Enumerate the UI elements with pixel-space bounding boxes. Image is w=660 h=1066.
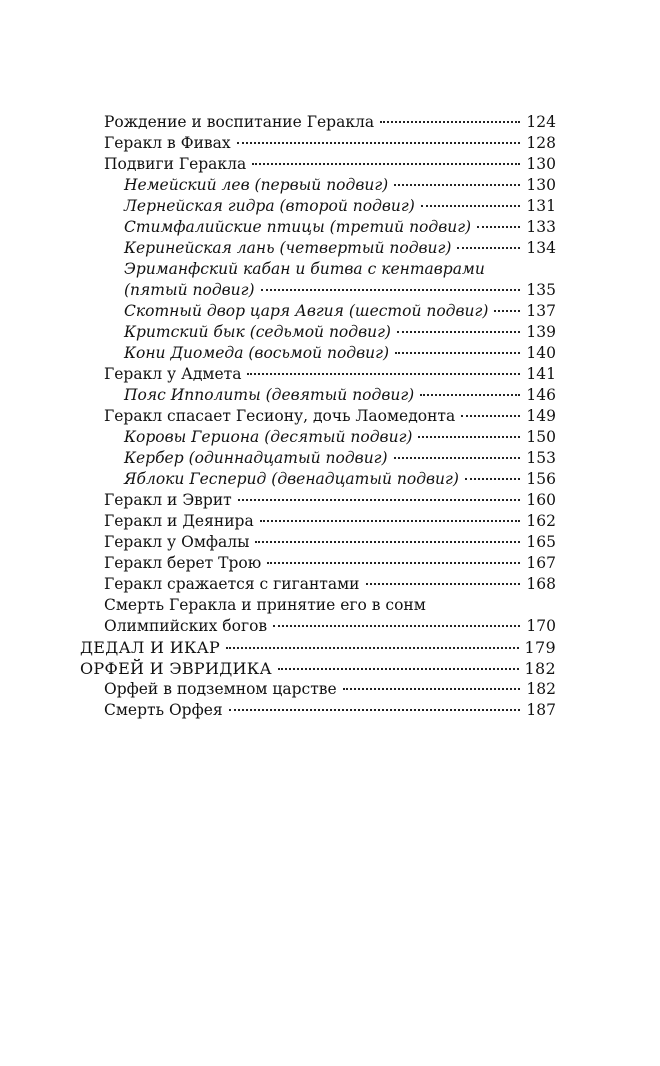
dot-leader: [261, 285, 521, 291]
toc-entry-title: Стимфалийские птицы (третий подвиг): [124, 218, 472, 236]
dot-leader: [395, 348, 520, 354]
toc-entry-title: Скотный двор царя Авгия (шестой подвиг): [124, 302, 489, 320]
toc-entry-page-number: 179: [524, 638, 556, 657]
dot-leader: [457, 243, 520, 249]
toc-entry-page-number: 182: [524, 659, 556, 678]
toc-entry: [80, 364, 556, 385]
dot-leader: [418, 432, 520, 438]
dot-leader: [494, 306, 520, 312]
dot-leader: [421, 201, 521, 207]
toc-entry: [80, 679, 556, 700]
dot-leader: [255, 537, 520, 543]
toc-entry-page-number: 141: [526, 365, 556, 383]
dot-leader: [252, 159, 520, 165]
toc-entry: [80, 154, 556, 175]
toc-entry: [80, 490, 556, 511]
toc-entry: [80, 133, 556, 154]
toc-entry-page-number: 167: [526, 554, 556, 572]
toc-entry: [80, 175, 556, 196]
toc-entry-title: Геракл у Омфалы: [104, 533, 250, 551]
toc-entry-page-number: 131: [526, 197, 556, 215]
toc-entry-page-number: 150: [526, 428, 556, 446]
dot-leader: [260, 516, 521, 522]
toc-entry: [80, 196, 556, 217]
toc-entry: [80, 616, 556, 637]
toc-entry-page-number: 153: [526, 449, 556, 467]
toc-entry-page-number: 124: [526, 113, 556, 131]
toc-entry-title: ДЕДАЛ И ИКАР: [80, 638, 221, 657]
toc-entry: [80, 574, 556, 595]
toc-entry: [80, 259, 556, 280]
toc-entry: [80, 343, 556, 364]
toc-entry: [80, 406, 556, 427]
toc-entry-title: Яблоки Гесперид (двенадцатый подвиг): [124, 470, 459, 488]
toc-entry-title: Лернейская гидра (второй подвиг): [124, 197, 415, 215]
toc-entry-page-number: 139: [526, 323, 556, 341]
toc-entry-title: Кони Диомеда (восьмой подвиг): [124, 344, 390, 362]
toc-entry: [80, 448, 556, 469]
toc-entry-title: Геракл сражается с гигантами: [104, 575, 360, 593]
dot-leader: [394, 180, 520, 186]
toc-entry: [80, 427, 556, 448]
dot-leader: [461, 411, 520, 417]
toc-entry-page-number: 135: [526, 281, 556, 299]
toc-entry-page-number: 133: [526, 218, 556, 236]
dot-leader: [278, 664, 519, 670]
toc-entry-title: Критский бык (седьмой подвиг): [124, 323, 391, 341]
toc-entry-page-number: 146: [526, 386, 556, 404]
toc-entry: [80, 385, 556, 406]
dot-leader: [226, 643, 518, 649]
toc-entry-page-number: 168: [526, 575, 556, 593]
dot-leader: [237, 138, 521, 144]
dot-leader: [465, 474, 520, 480]
dot-leader: [247, 369, 520, 375]
toc-entry-page-number: 162: [526, 512, 556, 530]
toc-entry-title: Рождение и воспитание Геракла: [104, 113, 375, 131]
dot-leader: [420, 390, 520, 396]
toc-entry-title: Геракл и Деянира: [104, 512, 254, 530]
toc-entry: [80, 595, 556, 616]
toc-entry: [80, 637, 556, 658]
toc-entry-page-number: 130: [526, 176, 556, 194]
dot-leader: [343, 684, 521, 690]
dot-leader: [397, 327, 520, 333]
toc-entry-title: (пятый подвиг): [124, 281, 255, 299]
toc-entry-page-number: 149: [526, 407, 556, 425]
toc-entry-title: Керинейская лань (четвертый подвиг): [124, 239, 452, 257]
toc-entry: [80, 469, 556, 490]
toc-entry-page-number: 160: [526, 491, 556, 509]
toc-entry-title: Геракл спасает Гесиону, дочь Лаомедонта: [104, 407, 456, 425]
dot-leader: [238, 495, 521, 501]
dot-leader: [366, 579, 521, 585]
dot-leader: [394, 453, 521, 459]
toc-entry-title: ОРФЕЙ И ЭВРИДИКА: [80, 659, 272, 678]
toc-entry-page-number: 134: [526, 239, 556, 257]
toc-entry: [80, 112, 556, 133]
toc-entry-title: Геракл у Адмета: [104, 365, 242, 383]
toc-entry-page-number: 165: [526, 533, 556, 551]
toc-entry-title: Кербер (одиннадцатый подвиг): [124, 449, 388, 467]
dot-leader: [267, 558, 520, 564]
toc-entry: [80, 532, 556, 553]
toc-entry-page-number: 140: [526, 344, 556, 362]
toc-entry: [80, 238, 556, 259]
dot-leader: [229, 705, 521, 711]
toc-entry-title: Смерть Орфея: [104, 701, 223, 719]
dot-leader: [477, 222, 520, 228]
toc-entry-page-number: 130: [526, 155, 556, 173]
toc-entry-title: Геракл берет Трою: [104, 554, 262, 572]
toc-entry: [80, 280, 556, 301]
dot-leader: [380, 117, 520, 123]
toc-entry-title: Подвиги Геракла: [104, 155, 247, 173]
toc-entry-title: Геракл в Фивах: [104, 134, 231, 152]
toc-entry-title: Смерть Геракла и принятие его в сонм: [104, 596, 426, 614]
toc-entry-title: Эриманфский кабан и битва с кентаврами: [124, 260, 485, 278]
toc-entry-page-number: 156: [526, 470, 556, 488]
toc-entry: [80, 217, 556, 238]
toc-entry-title: Олимпийских богов: [104, 617, 268, 635]
toc-entry-title: Пояс Ипполиты (девятый подвиг): [124, 386, 415, 404]
toc-entry: [80, 511, 556, 532]
toc-entry-title: Геракл и Эврит: [104, 491, 232, 509]
toc-entry: [80, 658, 556, 679]
table-of-contents: [80, 112, 556, 721]
toc-entry-page-number: 187: [526, 701, 556, 719]
toc-entry: [80, 700, 556, 721]
toc-entry-page-number: 170: [526, 617, 556, 635]
dot-leader: [273, 621, 520, 627]
toc-entry: [80, 301, 556, 322]
toc-entry-title: Орфей в подземном царстве: [104, 680, 337, 698]
toc-entry-page-number: 182: [526, 680, 556, 698]
toc-entry-title: Коровы Гериона (десятый подвиг): [124, 428, 413, 446]
toc-entry: [80, 553, 556, 574]
toc-entry-page-number: 137: [526, 302, 556, 320]
toc-entry-title: Немейский лев (первый подвиг): [124, 176, 389, 194]
toc-entry: [80, 322, 556, 343]
toc-entry-page-number: 128: [526, 134, 556, 152]
